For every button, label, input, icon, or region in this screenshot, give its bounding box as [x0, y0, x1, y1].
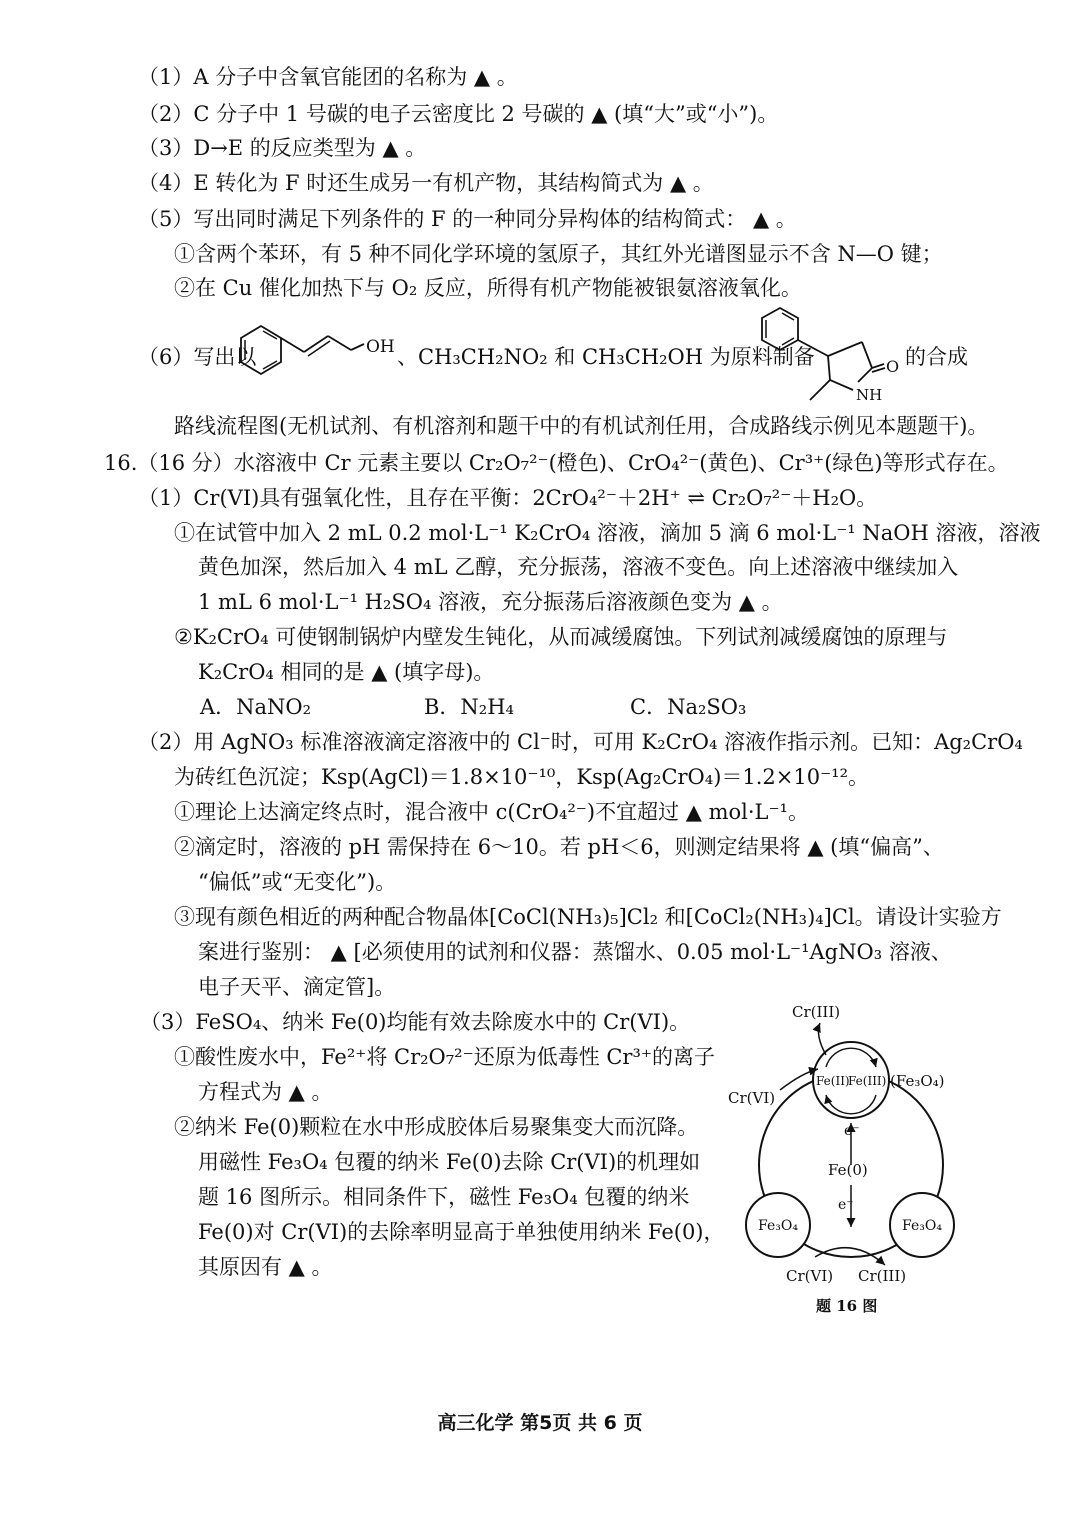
- q15-line-5: （5）写出同时满足下列条件的 F 的一种同分异构体的结构简式： ▲ 。: [138, 207, 797, 231]
- electron-label-upper: e⁻: [844, 1123, 860, 1139]
- cr6-left-label: Cr(VI): [728, 1089, 776, 1107]
- fe3o4-label: (Fe₃O₄): [890, 1072, 945, 1090]
- page-footer: 高三化学 第5页 共 6 页: [437, 1412, 643, 1434]
- q16-part3-a-1: ①酸性废水中，Fe²⁺将 Cr₂O₇²⁻还原为低毒性 Cr³⁺的离子: [174, 1045, 715, 1069]
- fe3-label: Fe(III): [848, 1074, 887, 1088]
- q16-part3-b-1: ②纳米 Fe(0)颗粒在水中形成胶体后易聚集变大而沉降。: [174, 1115, 699, 1139]
- q16-part2-b-1: ②滴定时，溶液的 pH 需保持在 6～10。若 pH＜6，则测定结果将 ▲ (填“偏高”、: [174, 835, 944, 859]
- fe3o4-right-label: Fe₃O₄: [902, 1218, 942, 1234]
- q15-line-4: （4）E 转化为 F 时还生成另一有机产物，其结构简式为 ▲ 。: [138, 171, 714, 195]
- q15-line-6-end: 的合成: [905, 345, 968, 369]
- q16-part2-b-2: “偏低”或“无变化”)。: [198, 870, 397, 894]
- fe2-label: Fe(II): [816, 1074, 850, 1088]
- option-c: C．Na₂SO₃: [630, 695, 747, 719]
- cr6-bottom-label: Cr(VI): [786, 1267, 834, 1285]
- amide-nh-label: NH: [856, 386, 883, 404]
- q15-line-1: （1）A 分子中含氧官能团的名称为 ▲ 。: [138, 65, 518, 89]
- cr3-bottom-label: Cr(III): [858, 1267, 907, 1285]
- q15-line-3: （3）D→E 的反应类型为 ▲ 。: [138, 136, 427, 160]
- q16-part3-b-5: 其原因有 ▲ 。: [198, 1255, 333, 1279]
- q16-part1-a-3: 1 mL 6 mol·L⁻¹ H₂SO₄ 溶液，充分振荡后溶液颜色变为 ▲ 。: [198, 590, 783, 614]
- fe0-label: Fe(0): [828, 1161, 868, 1179]
- cr3-top-label: Cr(III): [792, 1003, 841, 1021]
- fe3o4-left-label: Fe₃O₄: [758, 1218, 798, 1234]
- q15-line-6-cont: 路线流程图(无机试剂、有机溶剂和题干中的有机试剂任用，合成路线示例见本题题干)。: [174, 414, 989, 438]
- q16-part3-a-2: 方程式为 ▲ 。: [198, 1080, 333, 1104]
- q16-part3-b-3: 题 16 图所示。相同条件下，磁性 Fe₃O₄ 包覆的纳米: [198, 1185, 690, 1209]
- q16-part3-b-4: Fe(0)对 Cr(VI)的去除率明显高于单独使用纳米 Fe(0)，: [198, 1220, 725, 1244]
- q16-part2-2: 为砖红色沉淀；Ksp(AgCl)＝1.8×10⁻¹⁰，Ksp(Ag₂CrO₄)＝1.2×10⁻¹²。: [174, 765, 870, 789]
- figure-16-mechanism: [720, 995, 990, 1325]
- q15-line-6-start: （6）写出以: [138, 345, 257, 369]
- q16-part1-a-2: 黄色加深，然后加入 4 mL 乙醇，充分振荡，溶液不变色。向上述溶液中继续加入: [198, 555, 959, 579]
- lactam-product-structure: [758, 300, 908, 410]
- option-a: A．NaNO₂: [200, 695, 312, 719]
- q16-part3-b-2: 用磁性 Fe₃O₄ 包覆的纳米 Fe(0)去除 Cr(VI)的机理如: [198, 1150, 701, 1174]
- q15-line-2: （2）C 分子中 1 号碳的电子云密度比 2 号碳的 ▲ (填“大”或“小”)。: [138, 102, 779, 126]
- q16-part1-b-1: ②K₂CrO₄ 可使钢制锅炉内壁发生钝化，从而减缓腐蚀。下列试剂减缓腐蚀的原理与: [174, 625, 948, 649]
- q16-part1: （1）Cr(VI)具有强氧化性，且存在平衡：2CrO₄²⁻＋2H⁺ ⇌ Cr₂O₇²⁻＋H₂O。: [138, 486, 878, 510]
- q16-part1-b-2: K₂CrO₄ 相同的是 ▲ (填字母)。: [198, 660, 495, 684]
- q15-line-6-middle: 、CH₃CH₂NO₂ 和 CH₃CH₂OH 为原料制备: [397, 345, 815, 369]
- q16-part2-c-2: 案进行鉴别： ▲ [必须使用的试剂和仪器：蒸馏水、0.05 mol·L⁻¹AgNO₃ 溶液、: [198, 940, 952, 964]
- q16-title: 16.（16 分）水溶液中 Cr 元素主要以 Cr₂O₇²⁻(橙色)、CrO₄²⁻(黄色)、Cr³⁺(绿色)等形式存在。: [104, 451, 1009, 475]
- q16-part1-a-1: ①在试管中加入 2 mL 0.2 mol·L⁻¹ K₂CrO₄ 溶液，滴加 5 滴 6 mol·L⁻¹ NaOH 溶液，溶液: [174, 521, 1041, 545]
- electron-label-lower: e⁻: [838, 1197, 854, 1213]
- q16-part2-a: ①理论上达滴定终点时，混合液中 c(CrO₄²⁻)不宜超过 ▲ mol·L⁻¹。: [174, 800, 809, 824]
- q15-cond-2: ②在 Cu 催化加热下与 O₂ 反应，所得有机产物能被银氨溶液氧化。: [174, 276, 802, 300]
- carbonyl-o-label: O: [886, 357, 900, 376]
- q16-part2-c-3: 电子天平、滴定管]。: [198, 975, 396, 999]
- q16-part2-c-1: ③现有颜色相近的两种配合物晶体[CoCl(NH₃)₅]Cl₂ 和[CoCl₂(NH₃)₄]Cl。请设计实验方: [174, 905, 1002, 929]
- q16-part3: （3）FeSO₄、纳米 Fe(0)均能有效去除废水中的 Cr(VI)。: [140, 1010, 691, 1034]
- option-b: B．N₂H₄: [424, 695, 514, 719]
- q16-part2-1: （2）用 AgNO₃ 标准溶液滴定溶液中的 Cl⁻时，可用 K₂CrO₄ 溶液作指示剂。已知：Ag₂CrO₄: [138, 730, 1023, 754]
- cinnamyl-alcohol-structure: [236, 318, 396, 388]
- q15-cond-1: ①含两个苯环，有 5 种不同化学环境的氢原子，其红外光谱图显示不含 N—O 键；: [174, 242, 943, 266]
- hydroxyl-label: OH: [366, 337, 395, 357]
- figure-caption: 题 16 图: [816, 1297, 878, 1315]
